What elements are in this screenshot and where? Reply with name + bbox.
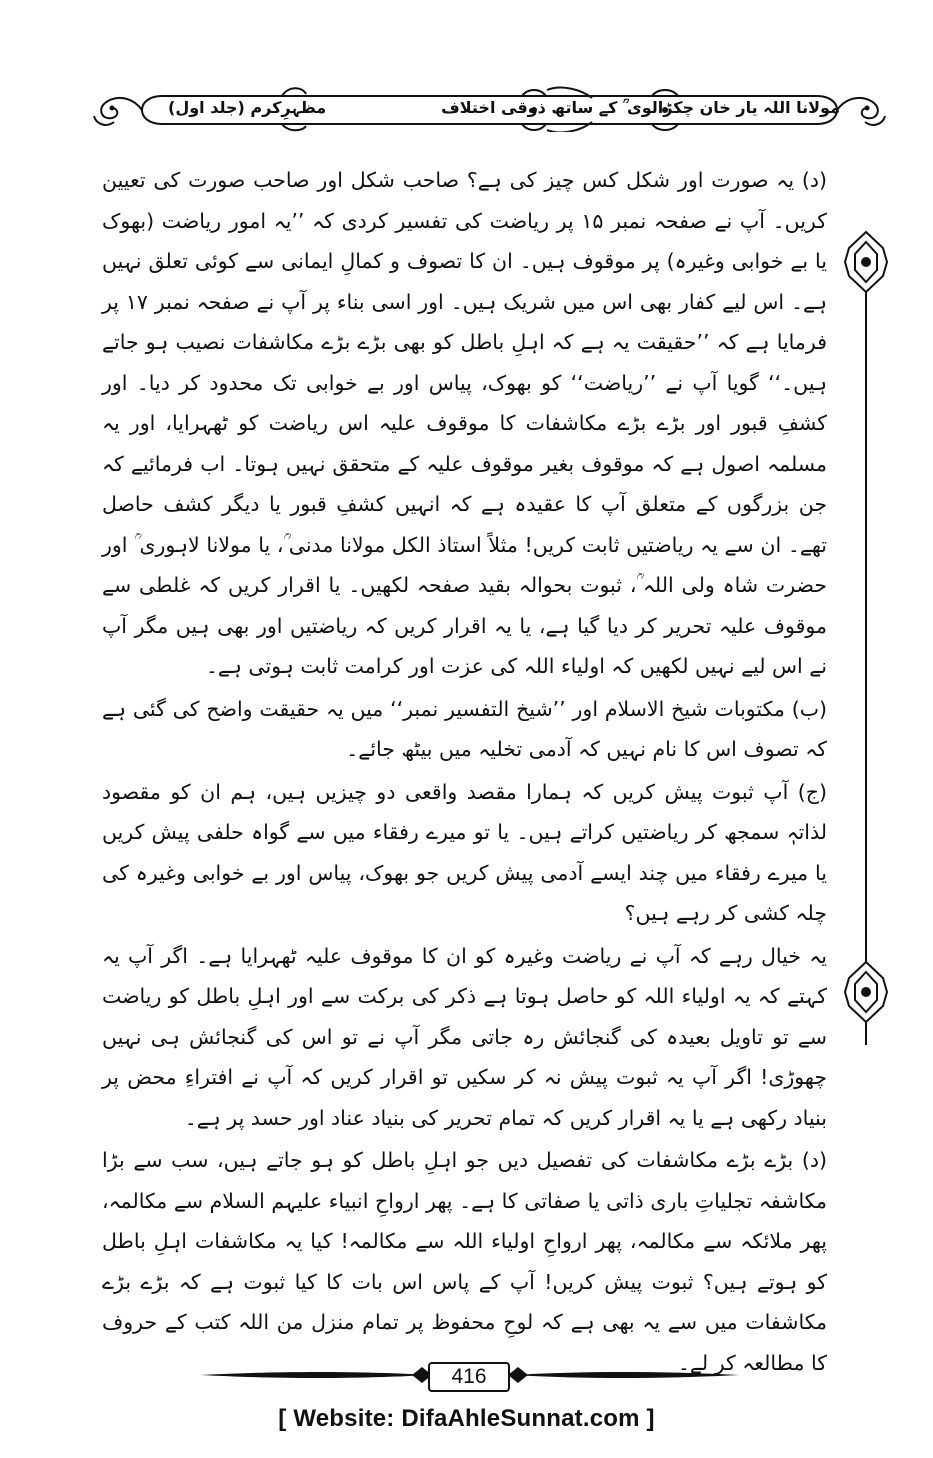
- paragraph-note: یہ خیال رہے کہ آپ نے ریاضت وغیرہ کو ان کا موقوف علیہ ٹھہرایا ہے۔ اگر آپ یہ کہتے کہ یہ اولیاء اللہ کو حاصل ہوتا ہے ذکر کی برکت سے اور اہلِ باطل کو ریاضت سے تو تاویل بعیدہ کی گنجائش رہ جاتی مگر آپ نے تو اس کی گنجائش ہی نہیں چھوڑی! اگر آپ یہ ثبوت پیش نہ کر سکیں تو اقرار کریں کہ آپ نے افتراءِ محض پر بنیاد رکھی ہے یا یہ اقرار کریں کہ تمام تحریر کی بنیاد عناد اور حسد پر ہے۔: [102, 943, 827, 1130]
- website-footer[interactable]: [ Website: DifaAhleSunnat.com ]: [278, 1405, 655, 1432]
- chapter-title: مولانا اللہ یار خان چکڑالوی ؒ کے ساتھ ذوقی اختلاف: [441, 98, 840, 117]
- book-title: مظہرِکرم (جلد اول): [168, 98, 327, 117]
- page-header: [92, 86, 886, 132]
- page-number: 416: [428, 1362, 510, 1392]
- page-body: [102, 160, 827, 1385]
- margin-rule: [865, 235, 867, 1045]
- top-margin-ornament: [843, 230, 889, 294]
- bottom-margin-ornament: [843, 960, 889, 1024]
- paragraph-d-1: (د) یہ صورت اور شکل کس چیز کی ہے؟ صاحب شکل اور صاحب صورت کی تعیین کریں۔ آپ نے صفحہ نمبر ۱۵ پر ریاضت کی تفسیر کردی کہ ’’یہ امور ریاضت (بھوک یا بے خوابی وغیرہ) پر موقوف ہیں۔ ان کا تصوف و کمالِ ایمانی سے کوئی تعلق نہیں ہے۔ اس لیے کفار بھی اس میں شریک ہیں۔ اور اسی بناء پر آپ نے صفحہ نمبر ۱۷ پر فرمایا ہے کہ ’’حقیقت یہ ہے کہ اہلِ باطل کو بھی بڑے بڑے مکاشفات نصیب ہو جاتے ہیں۔‘‘ گویا آپ نے ’’ریاضت‘‘ کو بھوک، پیاس اور بے خوابی تک محدود کر دیا۔ اور کشفِ قبور اور بڑے بڑے مکاشفات کا موقوف علیہ اس ریاضت کو ٹھہرایا، اور یہ مسلمہ اصول ہے کہ موقوف بغیر موقوف علیہ کے متحقق نہیں ہوتا۔ اب فرمائیے کہ جن بزرگوں کے متعلق آپ کا عقیدہ ہے کہ انہیں کشفِ قبور یا دیگر کشف حاصل تھے۔ ان سے یہ ریاضتیں ثابت کریں! مثلاً استاذ الکل مولانا مدنی ؒ، یا مولانا لاہوری ؒ اور حضرت شاہ ولی اللہ ؒ، ثبوت بحوالہ بقید صفحہ لکھیں۔ یا اقرار کریں کہ غلطی سے موقوف علیہ تحریر کر دیا گیا ہے، یا یہ اقرار کریں کہ ریاضتیں اور بھی ہیں مگر آپ نے اس لیے نہیں لکھیں کہ اولیاء اللہ کی عزت اور کرامت ثابت ہوتی ہے۔: [102, 168, 828, 678]
- paragraph-j: (ج) آپ ثبوت پیش کریں کہ ہمارا مقصد واقعی دو چیزیں ہیں، ہم ان کو مقصود لذاتہٖ سمجھ کر ریاضتیں کراتے ہیں۔ یا تو میرے رفقاء میں سے گواہ حلفی پیش کریں یا میرے رفقاء میں چند ایسے آدمی پیش کریں جو بھوک، پیاس اور بے خوابی وغیرہ کی چلہ کشی کر رہے ہیں؟: [102, 779, 827, 925]
- paragraph-d-2: (د) بڑے بڑے مکاشفات کی تفصیل دیں جو اہلِ باطل کو ہو جاتے ہیں، سب سے بڑا مکاشفہ تجلیاتِ باری ذاتی یا صفاتی کا ہے۔ پھر ارواحِ انبیاء علیہم السلام سے مکالمہ، پھر ملائکہ سے مکالمہ، پھر ارواحِ اولیاء اللہ سے مکالمہ! کیا یہ مکاشفات اہلِ باطل کو ہوتے ہیں؟ ثبوت پیش کریں! آپ کے پاس اس بات کا کیا ثبوت ہے کہ بڑے بڑے مکاشفات میں سے یہ بھی ہے کہ لوحِ محفوظ پر تمام منزل من اللہ کتب کے حروف کا مطالعہ کر لے۔: [102, 1148, 827, 1375]
- paragraph-b: (ب) مکتوبات شیخ الاسلام اور ’’شیخ التفسیر نمبر‘‘ میں یہ حقیقت واضح کی گئی ہے کہ تصوف اس کا نام نہیں کہ آدمی تخلیہ میں بیٹھ جائے۔: [102, 696, 827, 761]
